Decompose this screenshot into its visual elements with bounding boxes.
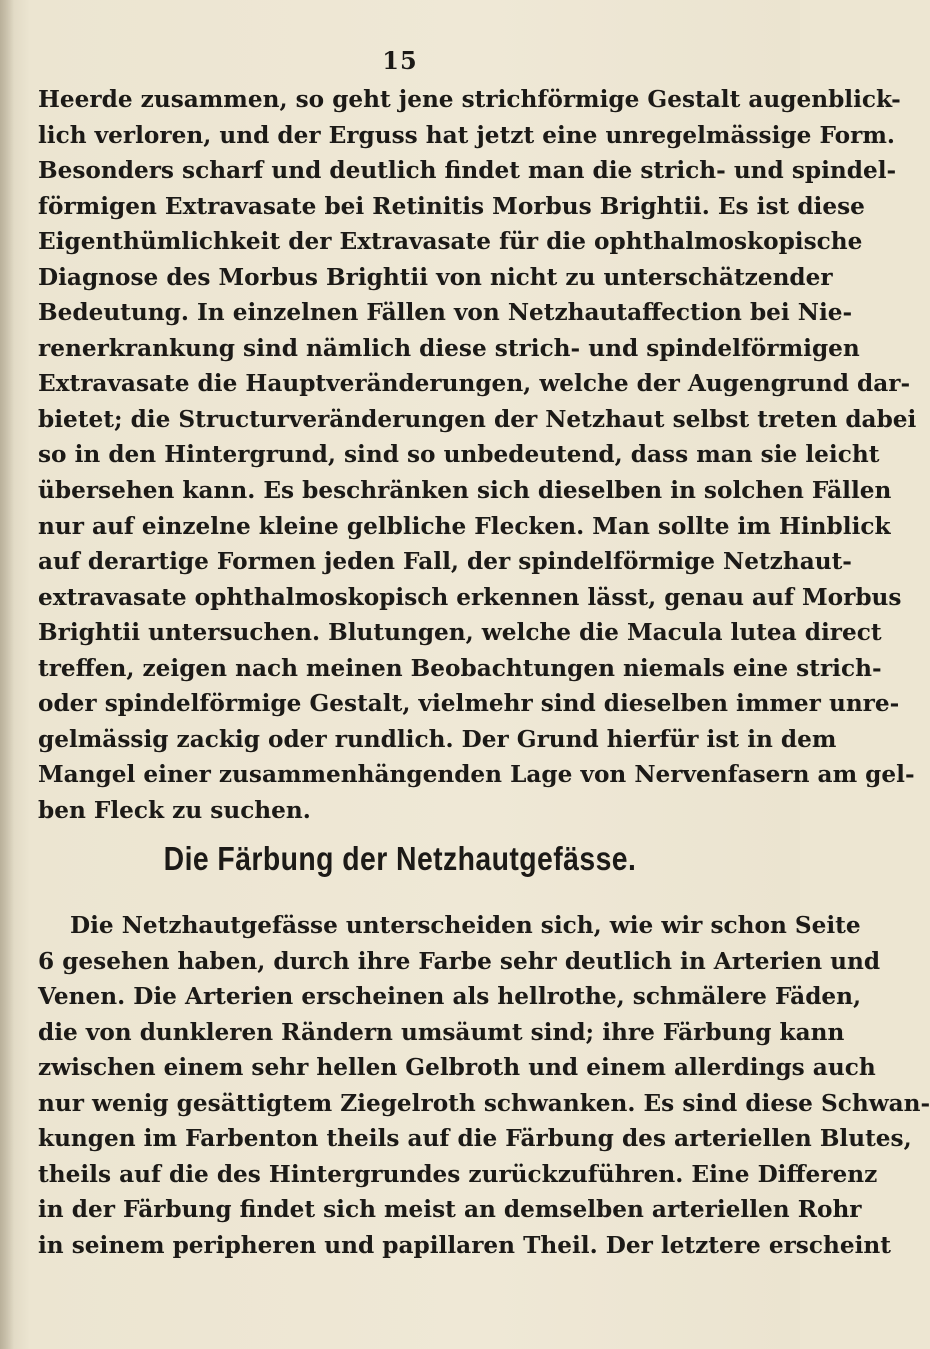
text-line: renerkrankung sind nämlich diese strich- und spindelförmigen xyxy=(38,334,860,362)
text-line: ben Fleck zu suchen. xyxy=(38,796,311,824)
page-number: 15 xyxy=(382,46,418,75)
section-heading: Die Färbung der Netzhautgefässe. xyxy=(163,840,637,877)
text-line: übersehen kann. Es beschränken sich dieselben in solchen Fällen xyxy=(38,477,892,505)
text-line: bietet; die Structurveränderungen der Netzhaut selbst treten dabei xyxy=(38,405,917,433)
text-line: Bedeutung. In einzelnen Fällen von Netzhautaffection bei Nie- xyxy=(38,299,853,327)
text-line: gelmässig zackig oder rundlich. Der Grund hierfür ist in dem xyxy=(38,725,837,753)
text-line: lich verloren, und der Erguss hat jetzt eine unregelmässige Form. xyxy=(38,121,895,149)
text-line: förmigen Extravasate bei Retinitis Morbus Brightii. Es ist diese xyxy=(38,192,865,220)
text-line: Eigenthümlichkeit der Extravasate für die ophthalmoskopische xyxy=(38,228,863,256)
text-line: in seinem peripheren und papillaren Theil. Der letztere erscheint xyxy=(38,1231,891,1259)
text-line: treffen, zeigen nach meinen Beobachtungen niemals eine strich- xyxy=(38,654,882,682)
text-line: Diagnose des Morbus Brightii von nicht zu unterschätzender xyxy=(38,263,833,291)
paragraph-two xyxy=(38,908,930,1263)
text-line: theils auf die des Hintergrundes zurückzuführen. Eine Differenz xyxy=(38,1160,878,1188)
text-line: zwischen einem sehr hellen Gelbroth und einem allerdings auch xyxy=(38,1054,876,1082)
paragraph-one xyxy=(38,82,917,828)
text-line: in der Färbung findet sich meist an demselben arteriellen Rohr xyxy=(38,1196,862,1224)
text-line: Venen. Die Arterien erscheinen als hellrothe, schmälere Fäden, xyxy=(38,983,862,1011)
text-line: nur wenig gesättigtem Ziegelroth schwanken. Es sind diese Schwan- xyxy=(38,1089,930,1117)
text-line: Heerde zusammen, so geht jene strichförmige Gestalt augenblick- xyxy=(38,86,901,113)
page-edge-shadow xyxy=(0,0,14,1349)
text-line: Brightii untersuchen. Blutungen, welche die Macula lutea direct xyxy=(38,619,882,647)
text-line: oder spindelförmige Gestalt, vielmehr sind dieselben immer unre- xyxy=(38,690,900,718)
text-line: 6 gesehen haben, durch ihre Farbe sehr deutlich in Arterien und xyxy=(38,947,881,975)
text-line: auf derartige Formen jeden Fall, der spindelförmige Netzhaut- xyxy=(38,548,852,576)
text-line: Extravasate die Hauptveränderungen, welche der Augengrund dar- xyxy=(38,370,911,398)
text-line: so in den Hintergrund, sind so unbedeutend, dass man sie leicht xyxy=(38,441,880,469)
text-line: extravasate ophthalmoskopisch erkennen lässt, genau auf Morbus xyxy=(38,583,902,611)
text-line: Die Netzhautgefässe unterscheiden sich, wie wir schon Seite xyxy=(70,912,861,939)
text-line: Besonders scharf und deutlich findet man die strich- und spindel- xyxy=(38,157,897,185)
text-line: nur auf einzelne kleine gelbliche Flecken. Man sollte im Hinblick xyxy=(38,512,891,540)
text-line: Mangel einer zusammenhängenden Lage von Nervenfasern am gel- xyxy=(38,761,915,789)
text-line: kungen im Farbenton theils auf die Färbung des arteriellen Blutes, xyxy=(38,1125,912,1153)
text-line: die von dunkleren Rändern umsäumt sind; ihre Färbung kann xyxy=(38,1018,845,1046)
